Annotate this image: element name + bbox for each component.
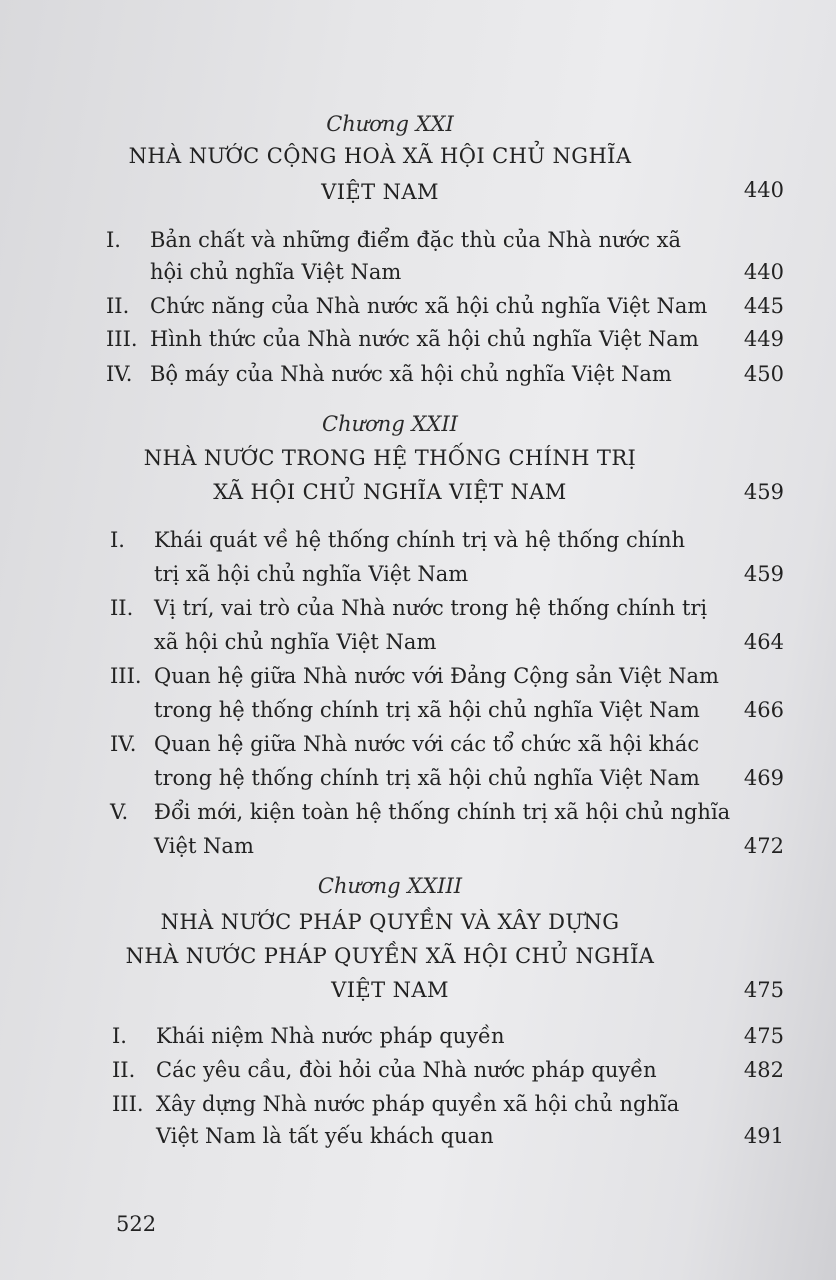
toc-entry[interactable] [0, 596, 836, 626]
entry-page-number: 491 [743, 1124, 784, 1148]
entry-text: Xây dựng Nhà nước pháp quyền xã hội chủ nghĩa [156, 1092, 680, 1116]
chapter-page-row [0, 178, 836, 208]
chapter-page-row [0, 978, 836, 1008]
entry-text: hội chủ nghĩa Việt Nam [150, 260, 402, 284]
toc-entry-continuation[interactable] [0, 260, 836, 290]
entry-number: III. [112, 1092, 144, 1116]
entry-text: Việt Nam [154, 834, 254, 858]
chapter-title-line: NHÀ NƯỚC PHÁP QUYỀN XÃ HỘI CHỦ NGHĨA [125, 944, 655, 968]
toc-entry[interactable] [0, 1024, 836, 1054]
entry-text: Việt Nam là tất yếu khách quan [156, 1124, 494, 1148]
toc-entry-continuation[interactable] [0, 834, 836, 864]
entry-page-number: 449 [743, 327, 784, 351]
entry-number: III. [110, 664, 142, 688]
entry-text: Bộ máy của Nhà nước xã hội chủ nghĩa Việt Nam [150, 362, 672, 386]
entry-text: Đổi mới, kiện toàn hệ thống chính trị xã hội chủ nghĩa [154, 800, 731, 824]
entry-text: Quan hệ giữa Nhà nước với các tổ chức xã hội khác [154, 732, 700, 756]
chapter-title-line: NHÀ NƯỚC TRONG HỆ THỐNG CHÍNH TRỊ [143, 446, 637, 470]
entry-text: Vị trí, vai trò của Nhà nước trong hệ thống chính trị [154, 596, 708, 620]
chapter-title-line: NHÀ NƯỚC CỘNG HOÀ XÃ HỘI CHỦ NGHĨA [128, 144, 632, 168]
entry-number: III. [106, 327, 138, 351]
entry-page-number: 445 [743, 294, 784, 318]
entry-page-number: 472 [743, 834, 784, 858]
entry-text: trong hệ thống chính trị xã hội chủ nghĩa Việt Nam [154, 698, 700, 722]
toc-entry[interactable] [0, 362, 836, 392]
toc-entry[interactable] [0, 664, 836, 694]
toc-entry-continuation[interactable] [0, 698, 836, 728]
entry-number: II. [106, 294, 130, 318]
entry-text: Bản chất và những điểm đặc thù của Nhà nước xã [150, 228, 681, 252]
entry-number: II. [112, 1058, 136, 1082]
chapter-title-line: VIỆT NAM [321, 180, 439, 204]
chapter-page-number: 475 [743, 978, 784, 1002]
chapter-page-number: 440 [743, 178, 784, 202]
entry-text: Hình thức của Nhà nước xã hội chủ nghĩa Việt Nam [150, 327, 699, 351]
toc-entry[interactable] [0, 1058, 836, 1088]
entry-text: Các yêu cầu, đòi hỏi của Nhà nước pháp quyền [156, 1058, 657, 1082]
chapter-label: Chương XXIII [317, 874, 463, 898]
entry-text: trong hệ thống chính trị xã hội chủ nghĩa Việt Nam [154, 766, 700, 790]
entry-text: xã hội chủ nghĩa Việt Nam [154, 630, 437, 654]
page-number: 522 [116, 1212, 157, 1236]
entry-text: Khái quát về hệ thống chính trị và hệ thống chính [154, 528, 686, 552]
entry-number: II. [110, 596, 134, 620]
chapter-title-line: VIỆT NAM [331, 978, 449, 1002]
entry-number: IV. [110, 732, 137, 756]
toc-entry[interactable] [0, 327, 836, 357]
entry-text: Chức năng của Nhà nước xã hội chủ nghĩa Việt Nam [150, 294, 708, 318]
toc-entry-continuation[interactable] [0, 630, 836, 660]
chapter-label: Chương XXII [322, 412, 458, 436]
entry-page-number: 475 [743, 1024, 784, 1048]
toc-entry[interactable] [0, 294, 836, 324]
entry-number: IV. [106, 362, 133, 386]
entry-number: I. [112, 1024, 127, 1048]
toc-entry[interactable] [0, 1092, 836, 1122]
entry-text: trị xã hội chủ nghĩa Việt Nam [154, 562, 469, 586]
toc-entry-continuation[interactable] [0, 766, 836, 796]
toc-entry-continuation[interactable] [0, 1124, 836, 1154]
chapter-label: Chương XXI [326, 112, 454, 136]
toc-entry[interactable] [0, 228, 836, 258]
toc-entry[interactable] [0, 732, 836, 762]
entry-page-number: 464 [743, 630, 784, 654]
entry-page-number: 469 [743, 766, 784, 790]
entry-page-number: 482 [743, 1058, 784, 1082]
entry-page-number: 466 [743, 698, 784, 722]
entry-number: I. [106, 228, 121, 252]
chapter-title-line: NHÀ NƯỚC PHÁP QUYỀN VÀ XÂY DỰNG [160, 910, 620, 934]
entry-text: Quan hệ giữa Nhà nước với Đảng Cộng sản Việt Nam [154, 664, 719, 688]
toc-entry[interactable] [0, 800, 836, 830]
toc-entry-continuation[interactable] [0, 562, 836, 592]
entry-page-number: 459 [743, 562, 784, 586]
entry-number: V. [110, 800, 129, 824]
entry-number: I. [110, 528, 125, 552]
entry-page-number: 450 [743, 362, 784, 386]
entry-text: Khái niệm Nhà nước pháp quyền [156, 1024, 505, 1048]
chapter-title-line: XÃ HỘI CHỦ NGHĨA VIỆT NAM [213, 480, 567, 504]
chapter-page-number: 459 [743, 480, 784, 504]
chapter-page-row [0, 480, 836, 510]
entry-page-number: 440 [743, 260, 784, 284]
toc-entry[interactable] [0, 528, 836, 558]
